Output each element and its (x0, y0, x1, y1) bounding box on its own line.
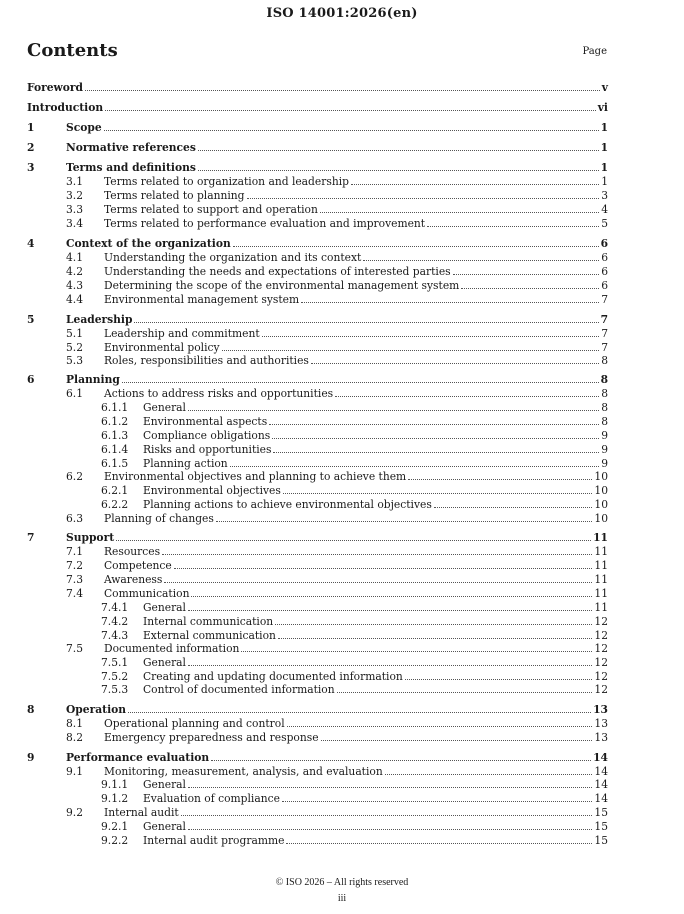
toc-entry[interactable] (66, 175, 608, 188)
toc-entry-page: 3 (601, 189, 608, 202)
toc-entry-number: 7.1 (66, 545, 83, 558)
toc-entry[interactable] (66, 587, 608, 600)
page-column-label: Page (582, 46, 607, 57)
toc-entry-page: 13 (594, 731, 608, 744)
toc-entry[interactable] (101, 498, 608, 511)
toc-dot-leader (278, 638, 593, 639)
toc-dot-leader (287, 726, 593, 727)
toc-entry-number: 3.4 (66, 217, 83, 230)
toc-dot-leader (188, 610, 592, 611)
toc-entry-title: Control of documented information (143, 683, 335, 696)
toc-dot-leader (188, 665, 592, 666)
toc-entry[interactable] (66, 717, 608, 730)
document-header: ISO 14001:2026(en) (266, 6, 418, 21)
toc-entry[interactable] (66, 512, 608, 525)
toc-entry[interactable] (101, 820, 608, 833)
toc-entry-title: Resources (104, 545, 161, 558)
toc-entry-page: 10 (594, 498, 608, 511)
toc-entry[interactable] (101, 629, 608, 642)
toc-entry[interactable] (27, 237, 608, 250)
toc-entry-number: 6.2 (66, 470, 83, 483)
toc-entry-number: 6.2.1 (101, 484, 129, 497)
toc-entry-title: Environmental aspects (143, 415, 268, 428)
toc-entry-number: 7.5.1 (101, 656, 129, 669)
toc-entry-page: 12 (594, 670, 608, 683)
toc-entry-title: Creating and updating documented information (143, 670, 403, 683)
toc-dot-leader (434, 507, 593, 508)
toc-entry-page: 7 (601, 293, 608, 306)
toc-dot-leader (181, 815, 593, 816)
toc-entry-page: 5 (601, 217, 608, 230)
toc-dot-leader (273, 452, 599, 453)
toc-entry[interactable] (66, 354, 608, 367)
toc-dot-leader (211, 760, 591, 761)
toc-entry[interactable] (101, 834, 608, 847)
toc-entry-number: 9.2 (66, 806, 83, 819)
toc-dot-leader (188, 410, 599, 411)
toc-dot-leader (188, 829, 592, 830)
toc-entry-number: 4.1 (66, 251, 83, 264)
toc-entry-page: 15 (594, 820, 608, 833)
toc-entry-number: 9.1 (66, 765, 83, 778)
toc-entry-page: v (601, 81, 608, 94)
toc-entry-title: Leadership and commitment (104, 327, 260, 340)
toc-entry-page: 11 (594, 545, 608, 558)
toc-entry-number: 6.1.2 (101, 415, 129, 428)
toc-entry-page: 8 (601, 415, 608, 428)
toc-entry[interactable] (66, 642, 608, 655)
toc-entry-title: Documented information (104, 642, 240, 655)
toc-dot-leader (272, 438, 599, 439)
toc-entry-number: 5 (27, 313, 35, 326)
toc-entry-page: 14 (594, 765, 608, 778)
toc-entry-title: Terms and definitions (66, 161, 196, 174)
toc-entry-page: 8 (600, 373, 608, 386)
toc-entry[interactable] (27, 703, 608, 716)
toc-entry-number: 3.2 (66, 189, 83, 202)
toc-entry-title: Awareness (104, 573, 163, 586)
toc-entry-page: 9 (601, 443, 608, 456)
toc-dot-leader (427, 226, 599, 227)
toc-entry-number: 4.2 (66, 265, 83, 278)
toc-entry-title: Internal audit programme (143, 834, 285, 847)
toc-entry[interactable] (66, 341, 608, 354)
toc-entry-page: 1 (600, 141, 608, 154)
toc-entry-number: 7.5.2 (101, 670, 129, 683)
toc-entry[interactable] (101, 443, 608, 456)
toc-entry-number: 5.1 (66, 327, 83, 340)
toc-dot-leader (262, 336, 600, 337)
toc-entry[interactable] (101, 429, 608, 442)
toc-entry-number: 6.1 (66, 387, 83, 400)
toc-entry-page: 10 (594, 484, 608, 497)
toc-entry-page: 11 (594, 601, 608, 614)
toc-entry-number: 6.1.4 (101, 443, 129, 456)
toc-entry[interactable] (27, 101, 608, 114)
toc-entry[interactable] (66, 545, 608, 558)
toc-entry-title: Foreword (27, 81, 83, 94)
toc-entry[interactable] (27, 313, 608, 326)
toc-entry-title: Environmental objectives (143, 484, 281, 497)
toc-entry-title: Evaluation of compliance (143, 792, 280, 805)
toc-dot-leader (216, 521, 593, 522)
toc-entry-title: Performance evaluation (66, 751, 210, 764)
toc-entry-number: 7.5 (66, 642, 83, 655)
toc-entry-title: Competence (104, 559, 172, 572)
toc-entry-page: 6 (601, 265, 608, 278)
toc-entry[interactable] (101, 656, 608, 669)
toc-entry-number: 5.2 (66, 341, 83, 354)
toc-entry-page: 10 (594, 470, 608, 483)
toc-entry-page: 12 (594, 615, 608, 628)
toc-entry-number: 4.3 (66, 279, 83, 292)
toc-dot-leader (363, 260, 599, 261)
toc-entry-page: 1 (600, 161, 608, 174)
toc-entry[interactable] (66, 293, 608, 306)
toc-entry-title: Actions to address risks and opportunities (104, 387, 334, 400)
copyright-footer: © ISO 2026 – All rights reserved (275, 877, 409, 888)
toc-entry[interactable] (66, 559, 608, 572)
toc-entry-title: Scope (66, 121, 102, 134)
toc-entry[interactable] (101, 792, 608, 805)
toc-entry-number: 6.1.5 (101, 457, 129, 470)
toc-dot-leader (191, 596, 592, 597)
toc-entry-title: General (143, 401, 186, 414)
toc-entry[interactable] (27, 373, 608, 386)
toc-entry-page: 4 (601, 203, 608, 216)
toc-entry[interactable] (66, 470, 608, 483)
toc-dot-leader (282, 801, 592, 802)
toc-entry-page: 14 (594, 778, 608, 791)
toc-entry-number: 7.5.3 (101, 683, 129, 696)
toc-entry-page: 12 (594, 629, 608, 642)
toc-dot-leader (188, 787, 592, 788)
toc-entry-title: Understanding the organization and its context (104, 251, 362, 264)
toc-entry-title: Roles, responsibilities and authorities (104, 354, 309, 367)
toc-entry-number: 7 (27, 531, 35, 544)
toc-entry-number: 5.3 (66, 354, 83, 367)
toc-entry[interactable] (66, 573, 608, 586)
toc-entry-title: Compliance obligations (143, 429, 271, 442)
toc-entry[interactable] (66, 189, 608, 202)
toc-entry-title: General (143, 778, 186, 791)
toc-entry-title: Environmental objectives and planning to achieve them (104, 470, 407, 483)
toc-dot-leader (116, 540, 591, 541)
toc-dot-leader (198, 170, 599, 171)
toc-entry-title: Determining the scope of the environmental management system (104, 279, 460, 292)
toc-dot-leader (247, 198, 600, 199)
toc-entry[interactable] (66, 265, 608, 278)
toc-dot-leader (351, 184, 599, 185)
toc-dot-leader (301, 302, 599, 303)
toc-dot-leader (134, 322, 598, 323)
toc-entry-title: Planning actions to achieve environmental objectives (143, 498, 432, 511)
toc-entry-number: 8.1 (66, 717, 83, 730)
toc-entry-number: 8.2 (66, 731, 83, 744)
toc-entry[interactable] (66, 765, 608, 778)
toc-dot-leader (198, 150, 599, 151)
toc-entry-page: 9 (601, 457, 608, 470)
toc-entry[interactable] (27, 531, 608, 544)
toc-entry[interactable] (101, 615, 608, 628)
toc-entry-number: 9.2.2 (101, 834, 129, 847)
toc-entry[interactable] (66, 387, 608, 400)
toc-entry-number: 9.2.1 (101, 820, 129, 833)
toc-dot-leader (320, 212, 599, 213)
toc-entry-page: 14 (594, 792, 608, 805)
toc-entry[interactable] (101, 683, 608, 696)
toc-dot-leader (162, 554, 592, 555)
toc-entry-title: Emergency preparedness and response (104, 731, 319, 744)
toc-entry-number: 9.1.1 (101, 778, 129, 791)
toc-entry-page: vi (597, 101, 608, 114)
toc-entry[interactable] (27, 81, 608, 94)
toc-entry-title: Introduction (27, 101, 104, 114)
toc-entry-page: 15 (594, 806, 608, 819)
toc-entry-page: 11 (594, 573, 608, 586)
toc-entry-number: 7.4.2 (101, 615, 129, 628)
toc-entry-title: Monitoring, measurement, analysis, and evaluation (104, 765, 383, 778)
toc-entry-title: Communication (104, 587, 190, 600)
toc-entry-title: Operation (66, 703, 127, 716)
toc-entry-title: Operational planning and control (104, 717, 285, 730)
page-number: iii (337, 893, 347, 904)
toc-entry-page: 12 (594, 656, 608, 669)
toc-entry-title: Normative references (66, 141, 196, 154)
toc-entry-number: 3.1 (66, 175, 83, 188)
toc-entry-title: Terms related to planning (104, 189, 245, 202)
toc-entry-title: External communication (143, 629, 276, 642)
toc-entry-title: Terms related to organization and leadership (104, 175, 349, 188)
toc-dot-leader (321, 740, 593, 741)
toc-dot-leader (405, 679, 593, 680)
toc-entry-page: 9 (601, 429, 608, 442)
toc-dot-leader (335, 396, 599, 397)
toc-dot-leader (230, 466, 600, 467)
toc-entry-page: 7 (600, 313, 608, 326)
toc-entry-number: 6.1.1 (101, 401, 129, 414)
toc-entry-title: Planning (66, 373, 120, 386)
toc-entry-title: General (143, 601, 186, 614)
toc-entry-number: 1 (27, 121, 35, 134)
toc-entry-page: 7 (601, 341, 608, 354)
toc-dot-leader (286, 843, 592, 844)
toc-entry-title: Terms related to support and operation (104, 203, 318, 216)
toc-entry-page: 13 (593, 703, 608, 716)
toc-entry-page: 8 (601, 354, 608, 367)
toc-entry-title: General (143, 820, 186, 833)
toc-entry-page: 11 (594, 559, 608, 572)
toc-entry-title: Environmental policy (104, 341, 220, 354)
toc-entry-title: Risks and opportunities (143, 443, 272, 456)
toc-dot-leader (174, 568, 593, 569)
toc-entry[interactable] (66, 203, 608, 216)
toc-entry-number: 3.3 (66, 203, 83, 216)
toc-entry-number: 6.1.3 (101, 429, 129, 442)
toc-entry-title: Understanding the needs and expectations of interested parties (104, 265, 451, 278)
toc-entry-title: Internal communication (143, 615, 274, 628)
toc-entry-title: Internal audit (104, 806, 179, 819)
toc-entry-number: 2 (27, 141, 35, 154)
toc-entry-title: Support (66, 531, 115, 544)
toc-dot-leader (222, 350, 600, 351)
toc-dot-leader (385, 774, 593, 775)
toc-entry[interactable] (27, 141, 608, 154)
contents-title: Contents (27, 40, 118, 61)
toc-entry-page: 6 (600, 237, 608, 250)
toc-entry-number: 4 (27, 237, 35, 250)
toc-entry-number: 9.1.2 (101, 792, 129, 805)
toc-entry-page: 11 (594, 587, 608, 600)
toc-entry-page: 10 (594, 512, 608, 525)
toc-entry-page: 8 (601, 387, 608, 400)
toc-dot-leader (283, 493, 593, 494)
toc-entry-number: 7.2 (66, 559, 83, 572)
toc-entry-number: 7.4.1 (101, 601, 129, 614)
toc-entry-page: 6 (601, 279, 608, 292)
toc-entry[interactable] (101, 670, 608, 683)
toc-entry-number: 4.4 (66, 293, 83, 306)
toc-entry-number: 3 (27, 161, 35, 174)
toc-entry-title: Terms related to performance evaluation and improvement (104, 217, 426, 230)
toc-entry[interactable] (66, 251, 608, 264)
toc-dot-leader (241, 651, 592, 652)
toc-dot-leader (461, 288, 599, 289)
toc-dot-leader (164, 582, 592, 583)
toc-entry-number: 6 (27, 373, 35, 386)
toc-entry[interactable] (101, 401, 608, 414)
toc-dot-leader (122, 382, 599, 383)
toc-entry-number: 7.3 (66, 573, 83, 586)
toc-entry-title: Planning of changes (104, 512, 214, 525)
toc-entry-page: 12 (594, 642, 608, 655)
toc-entry-title: General (143, 656, 186, 669)
toc-entry[interactable] (66, 279, 608, 292)
toc-entry[interactable] (101, 778, 608, 791)
toc-entry[interactable] (27, 121, 608, 134)
toc-dot-leader (453, 274, 600, 275)
toc-entry-number: 7.4.3 (101, 629, 129, 642)
toc-entry[interactable] (27, 161, 608, 174)
toc-dot-leader (337, 692, 593, 693)
toc-dot-leader (128, 712, 591, 713)
toc-entry-title: Leadership (66, 313, 133, 326)
toc-entry[interactable] (66, 327, 608, 340)
toc-entry-page: 13 (594, 717, 608, 730)
toc-entry-page: 15 (594, 834, 608, 847)
toc-entry[interactable] (27, 751, 608, 764)
toc-entry-number: 9 (27, 751, 35, 764)
toc-entry-number: 8 (27, 703, 35, 716)
toc-entry[interactable] (66, 217, 608, 230)
toc-entry-page: 1 (600, 121, 608, 134)
toc-dot-leader (233, 246, 599, 247)
toc-entry-title: Environmental management system (104, 293, 300, 306)
toc-entry-page: 1 (601, 175, 608, 188)
toc-entry[interactable] (101, 415, 608, 428)
toc-entry[interactable] (101, 484, 608, 497)
toc-dot-leader (408, 479, 592, 480)
toc-dot-leader (105, 110, 596, 111)
toc-entry[interactable] (101, 457, 608, 470)
toc-entry-number: 6.3 (66, 512, 83, 525)
toc-dot-leader (275, 624, 592, 625)
toc-entry-title: Context of the organization (66, 237, 231, 250)
toc-entry-page: 7 (601, 327, 608, 340)
toc-entry-page: 14 (593, 751, 608, 764)
toc-entry[interactable] (66, 731, 608, 744)
toc-entry[interactable] (66, 806, 608, 819)
toc-entry-page: 11 (593, 531, 608, 544)
toc-dot-leader (269, 424, 599, 425)
toc-entry[interactable] (101, 601, 608, 614)
toc-dot-leader (85, 90, 600, 91)
toc-entry-number: 6.2.2 (101, 498, 129, 511)
toc-entry-number: 7.4 (66, 587, 83, 600)
toc-entry-title: Planning action (143, 457, 228, 470)
toc-entry-page: 12 (594, 683, 608, 696)
toc-entry-page: 8 (601, 401, 608, 414)
toc-entry-page: 6 (601, 251, 608, 264)
toc-dot-leader (311, 363, 599, 364)
toc-dot-leader (104, 130, 599, 131)
